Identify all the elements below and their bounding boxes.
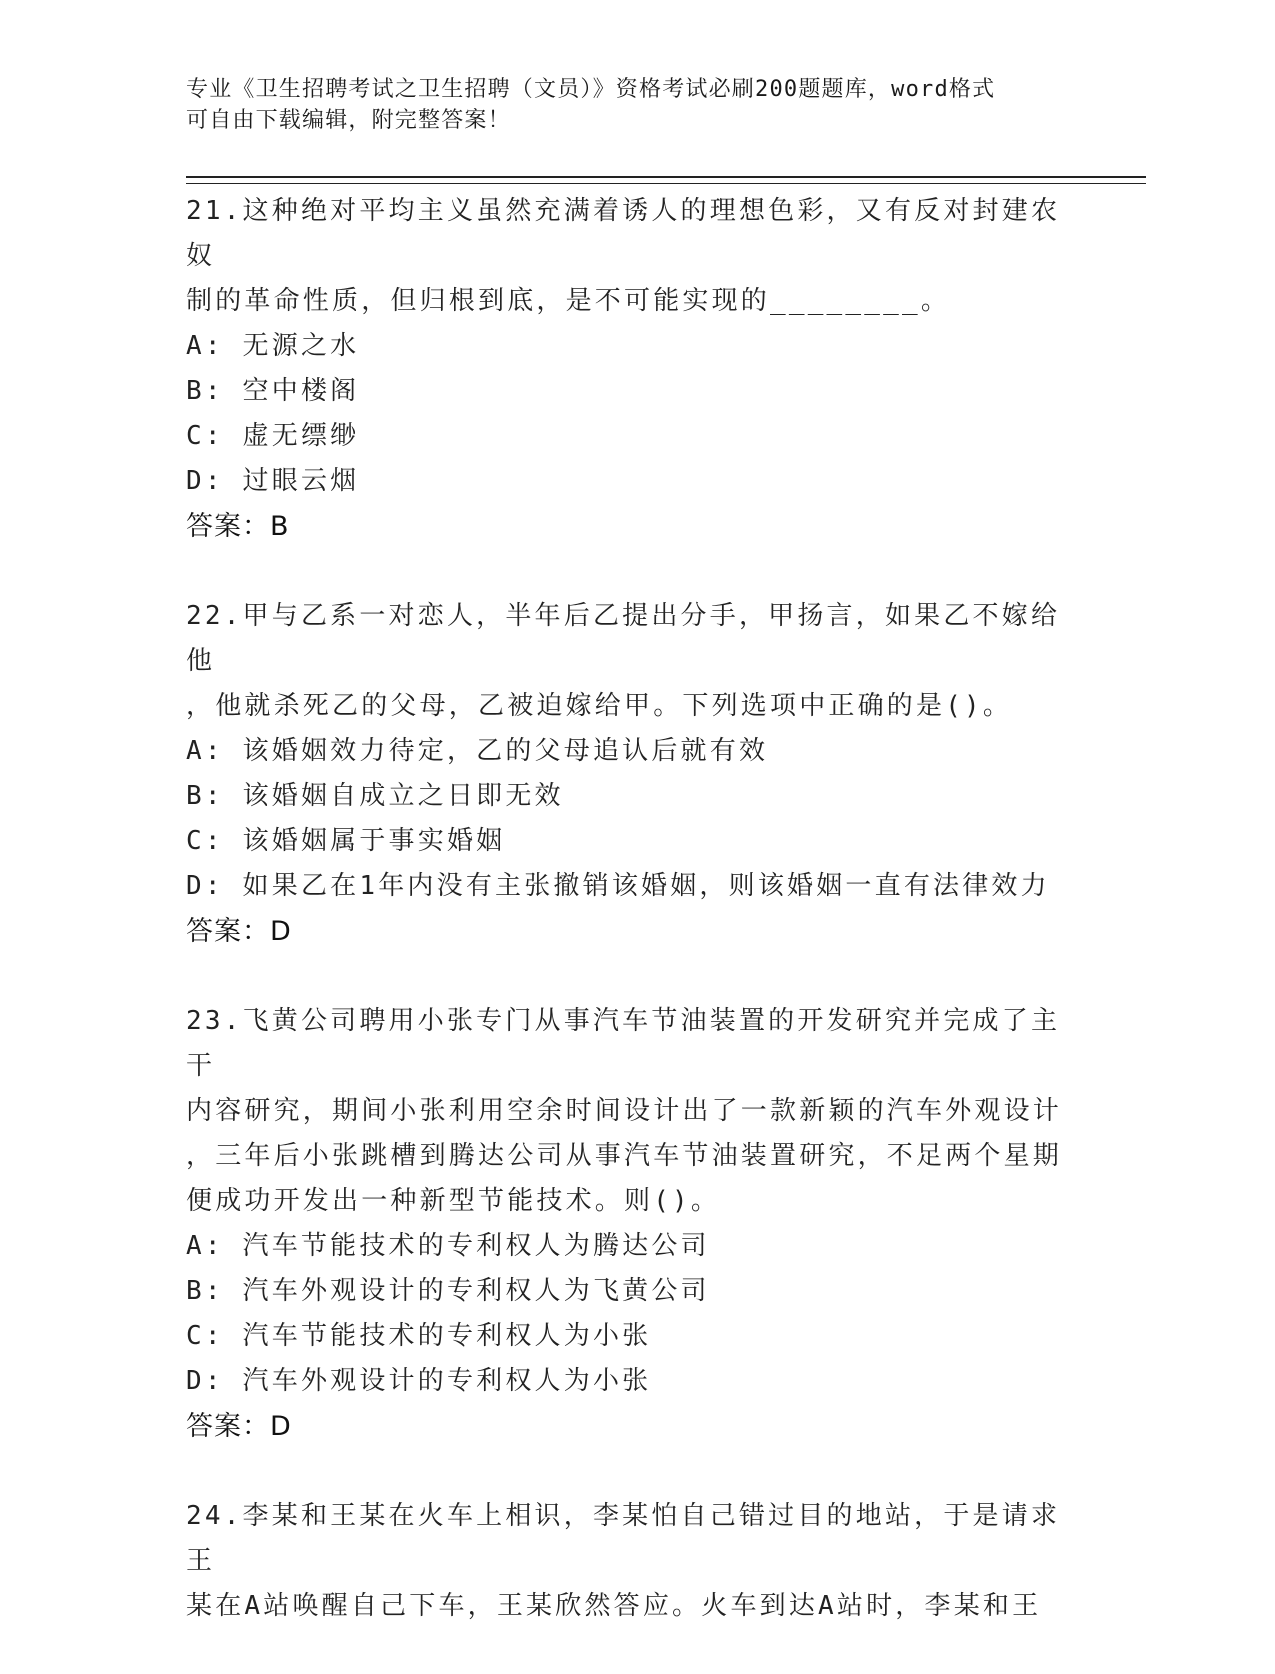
header-line-2: 可自由下载编辑，附完整答案！ xyxy=(186,108,511,133)
option-b: B: 该婚姻自成立之日即无效 xyxy=(186,781,564,811)
header-divider xyxy=(186,176,1146,184)
option-d: D: 如果乙在1年内没有主张撤销该婚姻，则该婚姻一直有法律效力 xyxy=(186,871,1050,901)
question-21 xyxy=(186,189,1076,549)
question-stem-line: 便成功开发出一种新型节能技术。则()。 xyxy=(186,1186,721,1216)
option-d: D: 过眼云烟 xyxy=(186,466,360,496)
question-24 xyxy=(186,1494,1076,1629)
option-c: C: 虚无缥缈 xyxy=(186,421,360,451)
answer-label: 答案：D xyxy=(186,1411,292,1442)
question-stem-line: 22.甲与乙系一对恋人，半年后乙提出分手，甲扬言，如果乙不嫁给他 xyxy=(186,601,1061,676)
question-stem-line: ，他就杀死乙的父母，乙被迫嫁给甲。下列选项中正确的是()。 xyxy=(186,691,1013,721)
question-list xyxy=(186,189,1076,1674)
question-stem-line: 21.这种绝对平均主义虽然充满着诱人的理想色彩，又有反对封建农奴 xyxy=(186,196,1061,271)
option-a: A: 汽车节能技术的专利权人为腾达公司 xyxy=(186,1231,710,1261)
header-line-1: 专业《卫生招聘考试之卫生招聘（文员）》资格考试必刷200题题库，word格式 xyxy=(186,77,996,102)
question-stem-line: 内容研究，期间小张利用空余时间设计出了一款新颖的汽车外观设计 xyxy=(186,1096,1063,1126)
question-stem-line: 制的革命性质，但归根到底，是不可能实现的________。 xyxy=(186,286,951,316)
option-a: A: 该婚姻效力待定，乙的父母追认后就有效 xyxy=(186,736,769,766)
question-stem-line: 某在A站唤醒自己下车，王某欣然答应。火车到达A站时，李某和王 xyxy=(186,1591,1042,1621)
question-22 xyxy=(186,594,1076,954)
option-a: A: 无源之水 xyxy=(186,331,360,361)
option-b: B: 空中楼阁 xyxy=(186,376,360,406)
option-c: C: 汽车节能技术的专利权人为小张 xyxy=(186,1321,652,1351)
answer-label: 答案：D xyxy=(186,916,292,947)
question-23 xyxy=(186,999,1076,1449)
question-stem-line: 23.飞黄公司聘用小张专门从事汽车节油装置的开发研究并完成了主干 xyxy=(186,1006,1061,1081)
option-d: D: 汽车外观设计的专利权人为小张 xyxy=(186,1366,652,1396)
answer-label: 答案：B xyxy=(186,511,290,542)
question-stem-line: 24.李某和王某在火车上相识，李某怕自己错过目的地站，于是请求王 xyxy=(186,1501,1061,1576)
option-b: B: 汽车外观设计的专利权人为飞黄公司 xyxy=(186,1276,710,1306)
option-c: C: 该婚姻属于事实婚姻 xyxy=(186,826,506,856)
question-stem-line: ，三年后小张跳槽到腾达公司从事汽车节油装置研究，不足两个星期 xyxy=(186,1141,1063,1171)
document-header xyxy=(186,74,1076,136)
